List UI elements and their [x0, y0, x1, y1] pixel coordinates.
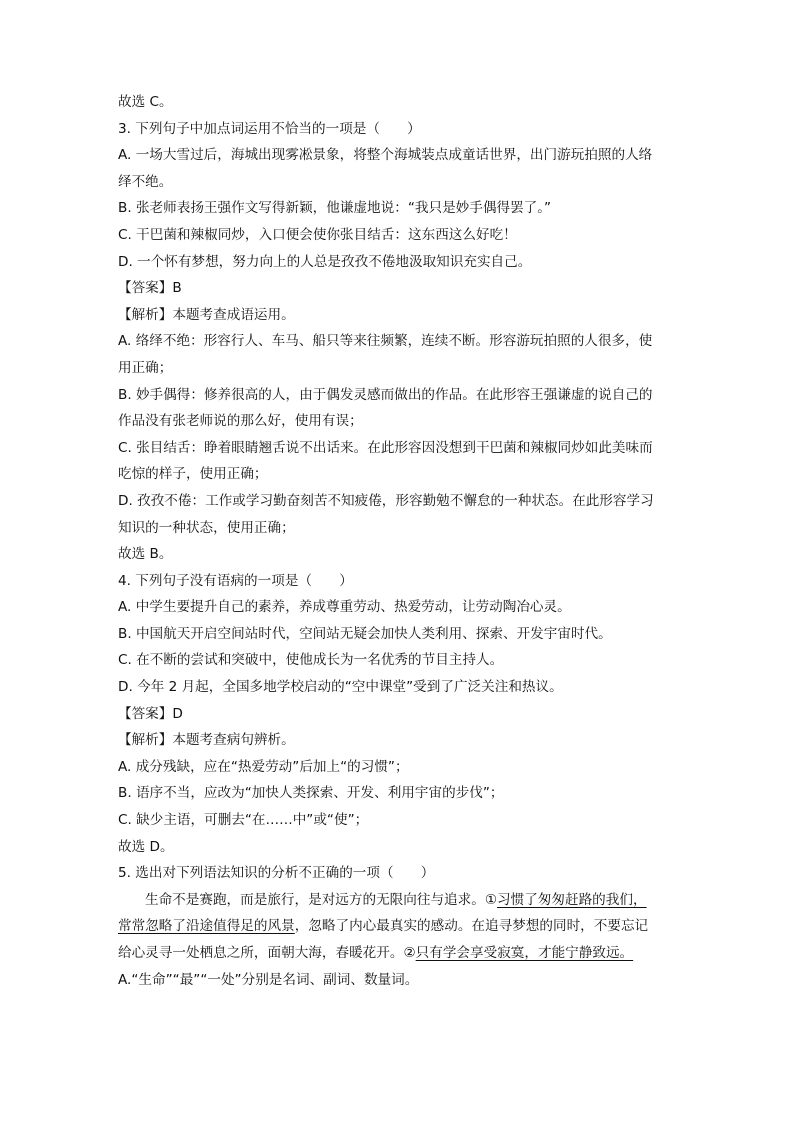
- text-segment: D. 今年 2 月起，全国多地学校启动的“空中课堂”受到了广泛关注和热议。: [118, 679, 563, 696]
- text-line: [118, 222, 678, 249]
- text-line: [118, 913, 678, 940]
- text-segment: C. 张目结舌：睁着眼睛翘舌说不出话来。在此形容因没想到干巴菌和辣椒同炒如此美味而: [118, 439, 653, 456]
- text-segment: 【答案】D: [118, 705, 183, 722]
- text-segment: 吃惊的样子，使用正确；: [118, 466, 268, 483]
- text-line: [118, 89, 678, 116]
- text-segment: 生命不是赛跑，而是旅行，是对远方的无限向往与追求。①: [145, 891, 498, 908]
- text-line: [118, 461, 678, 488]
- text-segment: B. 中国航天开启空间站时代，空间站无疑会加快人类利用、探索、开发宇宙时代。: [118, 625, 612, 642]
- text-segment: 4. 下列句子没有语病的一项是（ ）: [118, 572, 353, 589]
- text-line: [118, 328, 678, 355]
- text-line: [118, 701, 678, 728]
- text-segment: A. 中学生要提升自己的素养，养成尊重劳动、热爱劳动，让劳动陶冶心灵。: [118, 599, 571, 616]
- text-line: [118, 780, 678, 807]
- text-segment: C. 缺少主语，可删去“在……中”或“使”；: [118, 812, 369, 829]
- text-line: [118, 541, 678, 568]
- text-line: [118, 647, 678, 674]
- text-segment: A.“生命”“最”“一处”分别是名词、副词、数量词。: [118, 971, 419, 988]
- text-line: [118, 674, 678, 701]
- text-line: [118, 940, 678, 967]
- text-line: [118, 727, 678, 754]
- text-segment: B. 语序不当，应改为“加快人类探索、开发、利用宇宙的步伐”；: [118, 785, 504, 802]
- text-line: [118, 967, 678, 994]
- text-line: [118, 355, 678, 382]
- text-line: [118, 275, 678, 302]
- text-line: [118, 249, 678, 276]
- underlined-text: 习惯了匆匆赶路的我们，: [497, 891, 647, 908]
- text-line: [118, 754, 678, 781]
- text-line: [118, 116, 678, 143]
- text-line: [118, 621, 678, 648]
- text-line: [118, 860, 678, 887]
- text-line: [118, 594, 678, 621]
- text-segment: 故选 D。: [118, 838, 174, 855]
- text-segment: 知识的一种状态，使用正确；: [118, 519, 295, 536]
- document-page: [118, 89, 678, 993]
- text-segment: 【解析】本题考查成语运用。: [118, 306, 295, 323]
- text-segment: 绎不绝。: [118, 173, 173, 190]
- text-segment: 故选 B。: [118, 546, 173, 563]
- text-segment: 用正确；: [118, 359, 173, 376]
- underlined-text: 只有学会享受寂寞，才能宁静致远。: [415, 945, 634, 961]
- text-segment: A. 络绎不绝：形容行人、车马、船只等来往频繁，连续不断。形容游玩拍照的人很多，使: [118, 333, 653, 350]
- text-line: [118, 488, 678, 515]
- text-line: [118, 302, 678, 329]
- text-segment: C. 干巴菌和辣椒同炒，入口便会使你张目结舌：这东西这么好吃！: [118, 226, 517, 243]
- text-segment: A. 一场大雪过后，海城出现雾凇景象，将整个海城装点成童话世界，出门游玩拍照的人络: [118, 147, 653, 164]
- text-segment: 故选 C。: [118, 94, 173, 110]
- text-segment: B. 张老师表扬王强作文写得新颖，他谦虚地说：“我只是妙手偶得罢了。”: [118, 200, 552, 217]
- text-line: [118, 382, 678, 409]
- text-segment: 5. 选出对下列语法知识的分析不正确的一项（ ）: [118, 865, 435, 882]
- text-segment: B. 妙手偶得：修养很高的人，由于偶发灵感而做出的作品。在此形容王强谦虚的说自己的: [118, 386, 653, 403]
- text-line: [118, 435, 678, 462]
- text-line: [118, 515, 678, 542]
- text-segment: 【解析】本题考查病句辨析。: [118, 732, 295, 749]
- text-line: [118, 408, 678, 435]
- text-segment: 作品没有张老师说的那么好，使用有误；: [118, 413, 363, 430]
- text-segment: 3. 下列句子中加点词运用不恰当的一项是（ ）: [118, 120, 421, 137]
- text-segment: D. 一个怀有梦想，努力向上的人总是孜孜不倦地汲取知识充实自己。: [118, 253, 532, 270]
- text-segment: C. 在不断的尝试和突破中，使他成长为一名优秀的节目主持人。: [118, 652, 504, 669]
- text-line: [118, 142, 678, 169]
- text-line: [118, 807, 678, 834]
- text-line: [118, 834, 678, 861]
- text-line: [118, 195, 678, 222]
- text-line: [118, 568, 678, 595]
- text-segment: 给心灵寻一处栖息之所，面朝大海，春暖花开。②: [118, 945, 416, 961]
- text-line: [118, 887, 678, 914]
- underlined-text: 常常忽略了沿途值得足的风景: [118, 918, 295, 935]
- text-segment: D. 孜孜不倦：工作或学习勤奋刻苦不知疲倦，形容勤勉不懈怠的一种状态。在此形容学习: [118, 492, 654, 509]
- text-segment: A. 成分残缺，应在“热爱劳动”后加上“的习惯”；: [118, 758, 409, 775]
- text-segment: ，忽略了内心最真实的感动。在追寻梦想的同时，不要忘记: [294, 918, 649, 935]
- text-line: [118, 169, 678, 196]
- text-segment: 【答案】B: [118, 280, 182, 297]
